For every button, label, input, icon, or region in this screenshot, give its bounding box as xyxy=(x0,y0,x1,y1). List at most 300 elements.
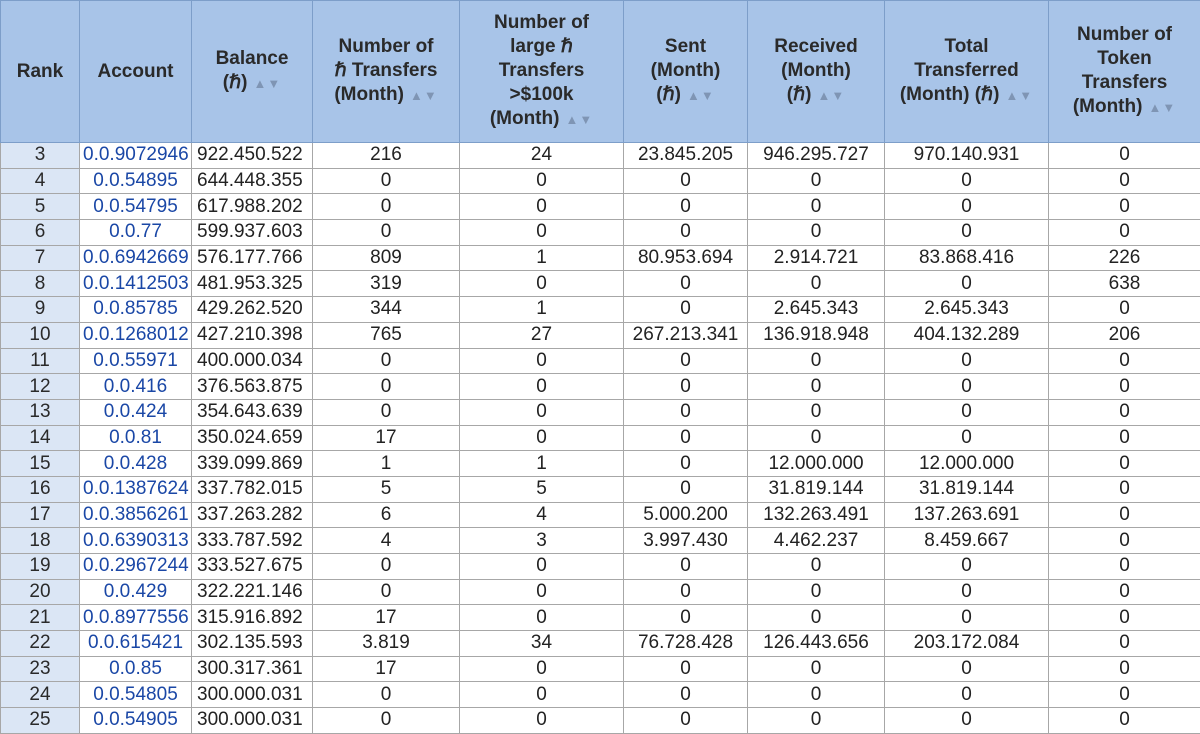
cell-hbar-transfers: 1 xyxy=(313,451,460,477)
cell-hbar-transfers: 0 xyxy=(313,554,460,580)
cell-total-transferred: 0 xyxy=(885,348,1049,374)
cell-large-transfers: 0 xyxy=(460,168,624,194)
column-header-label: (Month) xyxy=(628,59,743,83)
cell-sent: 0 xyxy=(624,374,748,400)
cell-account xyxy=(80,656,192,682)
table-body xyxy=(1,143,1200,734)
cell-total-transferred: 203.172.084 xyxy=(885,631,1049,657)
account-link[interactable]: 0.0.1268012 xyxy=(83,324,189,345)
column-header-rank xyxy=(1,1,80,143)
cell-large-transfers: 0 xyxy=(460,554,624,580)
cell-large-transfers: 3 xyxy=(460,528,624,554)
cell-large-transfers: 1 xyxy=(460,245,624,271)
cell-large-transfers: 34 xyxy=(460,631,624,657)
cell-rank: 19 xyxy=(1,554,80,580)
cell-account xyxy=(80,168,192,194)
account-link[interactable]: 0.0.81 xyxy=(109,427,162,448)
cell-token-transfers: 0 xyxy=(1049,143,1200,169)
cell-total-transferred: 137.263.691 xyxy=(885,502,1049,528)
cell-sent: 23.845.205 xyxy=(624,143,748,169)
cell-token-transfers: 0 xyxy=(1049,476,1200,502)
cell-received: 0 xyxy=(748,348,885,374)
cell-balance: 481.953.325 xyxy=(192,271,313,297)
column-header-label xyxy=(1053,95,1196,120)
table-row xyxy=(1,374,1200,400)
account-link[interactable]: 0.0.54895 xyxy=(93,170,178,191)
cell-total-transferred: 0 xyxy=(885,708,1049,734)
cell-hbar-transfers: 0 xyxy=(313,579,460,605)
table-row xyxy=(1,168,1200,194)
cell-sent: 0 xyxy=(624,554,748,580)
cell-balance: 300.317.361 xyxy=(192,656,313,682)
cell-received: 0 xyxy=(748,271,885,297)
table-row xyxy=(1,708,1200,734)
cell-balance: 300.000.031 xyxy=(192,682,313,708)
column-header-account xyxy=(80,1,192,143)
cell-received: 12.000.000 xyxy=(748,451,885,477)
cell-account xyxy=(80,143,192,169)
cell-account xyxy=(80,631,192,657)
column-header-label xyxy=(464,107,619,132)
cell-sent: 0 xyxy=(624,451,748,477)
column-header-label-text: (ℏ) xyxy=(656,84,681,105)
cell-total-transferred: 0 xyxy=(885,605,1049,631)
cell-balance: 337.263.282 xyxy=(192,502,313,528)
column-header-label: Transfers xyxy=(464,59,619,83)
account-link[interactable]: 0.0.77 xyxy=(109,221,162,242)
table-row xyxy=(1,682,1200,708)
column-header-label xyxy=(317,83,455,108)
cell-received: 0 xyxy=(748,579,885,605)
cell-sent: 0 xyxy=(624,708,748,734)
cell-rank: 4 xyxy=(1,168,80,194)
column-header-label: (Month) xyxy=(752,59,880,83)
cell-rank: 5 xyxy=(1,194,80,220)
cell-received: 132.263.491 xyxy=(748,502,885,528)
cell-balance: 599.937.603 xyxy=(192,220,313,246)
cell-balance: 922.450.522 xyxy=(192,143,313,169)
cell-balance: 337.782.015 xyxy=(192,476,313,502)
cell-rank: 8 xyxy=(1,271,80,297)
cell-balance: 617.988.202 xyxy=(192,194,313,220)
table-row xyxy=(1,220,1200,246)
column-header-label: Received xyxy=(752,35,880,59)
cell-account xyxy=(80,374,192,400)
cell-balance: 322.221.146 xyxy=(192,579,313,605)
cell-total-transferred: 0 xyxy=(885,399,1049,425)
cell-received: 31.819.144 xyxy=(748,476,885,502)
cell-account xyxy=(80,194,192,220)
cell-balance: 576.177.766 xyxy=(192,245,313,271)
table-row xyxy=(1,271,1200,297)
cell-account xyxy=(80,605,192,631)
column-header-label: >$100k xyxy=(464,83,619,107)
cell-received: 0 xyxy=(748,220,885,246)
column-header-label-text: (Month) (ℏ) xyxy=(900,84,1000,105)
column-header-label: Total xyxy=(889,35,1044,59)
account-link[interactable]: 0.0.9072946 xyxy=(83,144,189,165)
cell-total-transferred: 8.459.667 xyxy=(885,528,1049,554)
account-link[interactable]: 0.0.55971 xyxy=(93,350,178,371)
cell-rank: 10 xyxy=(1,322,80,348)
account-link[interactable]: 0.0.85785 xyxy=(93,298,178,319)
cell-sent: 80.953.694 xyxy=(624,245,748,271)
cell-hbar-transfers: 3.819 xyxy=(313,631,460,657)
cell-total-transferred: 0 xyxy=(885,579,1049,605)
column-header-label xyxy=(752,83,880,108)
cell-large-transfers: 0 xyxy=(460,194,624,220)
account-link[interactable]: 0.0.54795 xyxy=(93,196,178,217)
cell-total-transferred: 0 xyxy=(885,194,1049,220)
sort-arrows-icon[interactable]: ▲▼ xyxy=(817,84,845,108)
column-header-hbar-transfers[interactable] xyxy=(313,1,460,143)
column-header-label-text: (Month) xyxy=(1073,96,1143,117)
cell-token-transfers: 0 xyxy=(1049,528,1200,554)
cell-balance: 354.643.639 xyxy=(192,399,313,425)
cell-hbar-transfers: 0 xyxy=(313,348,460,374)
cell-sent: 267.213.341 xyxy=(624,322,748,348)
cell-sent: 0 xyxy=(624,220,748,246)
cell-total-transferred: 404.132.289 xyxy=(885,322,1049,348)
cell-balance: 429.262.520 xyxy=(192,297,313,323)
cell-received: 0 xyxy=(748,374,885,400)
cell-token-transfers: 0 xyxy=(1049,168,1200,194)
cell-sent: 0 xyxy=(624,605,748,631)
cell-rank: 11 xyxy=(1,348,80,374)
cell-token-transfers: 0 xyxy=(1049,451,1200,477)
cell-rank: 16 xyxy=(1,476,80,502)
cell-account xyxy=(80,245,192,271)
cell-sent: 0 xyxy=(624,168,748,194)
cell-token-transfers: 0 xyxy=(1049,425,1200,451)
cell-total-transferred: 0 xyxy=(885,220,1049,246)
cell-total-transferred: 0 xyxy=(885,425,1049,451)
cell-rank: 24 xyxy=(1,682,80,708)
cell-large-transfers: 0 xyxy=(460,682,624,708)
table-row xyxy=(1,656,1200,682)
cell-account xyxy=(80,399,192,425)
cell-total-transferred: 0 xyxy=(885,682,1049,708)
cell-rank: 20 xyxy=(1,579,80,605)
cell-sent: 0 xyxy=(624,399,748,425)
sort-arrows-icon[interactable]: ▲▼ xyxy=(1005,84,1033,108)
column-header-label: ℏ Transfers xyxy=(317,59,455,83)
cell-token-transfers: 0 xyxy=(1049,656,1200,682)
account-link[interactable]: 0.0.54905 xyxy=(93,709,178,730)
table-row xyxy=(1,554,1200,580)
account-link[interactable]: 0.0.2967244 xyxy=(83,555,189,576)
cell-large-transfers: 4 xyxy=(460,502,624,528)
sort-arrows-icon[interactable]: ▲▼ xyxy=(1148,96,1176,120)
table-row xyxy=(1,297,1200,323)
cell-token-transfers: 0 xyxy=(1049,297,1200,323)
cell-total-transferred: 0 xyxy=(885,554,1049,580)
cell-balance: 300.000.031 xyxy=(192,708,313,734)
cell-total-transferred: 0 xyxy=(885,374,1049,400)
cell-total-transferred: 83.868.416 xyxy=(885,245,1049,271)
sort-arrows-icon[interactable]: ▲▼ xyxy=(687,84,715,108)
cell-token-transfers: 0 xyxy=(1049,348,1200,374)
cell-large-transfers: 0 xyxy=(460,605,624,631)
account-link[interactable]: 0.0.8977556 xyxy=(83,607,189,628)
cell-account xyxy=(80,451,192,477)
cell-account xyxy=(80,322,192,348)
account-link[interactable]: 0.0.85 xyxy=(109,658,162,679)
sort-arrows-icon[interactable]: ▲▼ xyxy=(565,108,593,132)
table-row xyxy=(1,502,1200,528)
cell-token-transfers: 0 xyxy=(1049,708,1200,734)
cell-received: 136.918.948 xyxy=(748,322,885,348)
column-header-label-text: (Month) xyxy=(490,108,560,129)
cell-received: 0 xyxy=(748,554,885,580)
column-header-label-text: (ℏ) xyxy=(223,72,248,93)
cell-large-transfers: 0 xyxy=(460,220,624,246)
cell-account xyxy=(80,476,192,502)
account-link[interactable]: 0.0.429 xyxy=(104,581,167,602)
cell-rank: 6 xyxy=(1,220,80,246)
cell-hbar-transfers: 17 xyxy=(313,605,460,631)
cell-large-transfers: 0 xyxy=(460,425,624,451)
column-header-token-transfers[interactable] xyxy=(1049,1,1200,143)
cell-token-transfers: 0 xyxy=(1049,194,1200,220)
cell-large-transfers: 24 xyxy=(460,143,624,169)
cell-large-transfers: 0 xyxy=(460,399,624,425)
cell-sent: 0 xyxy=(624,271,748,297)
account-link[interactable]: 0.0.54805 xyxy=(93,684,178,705)
cell-balance: 315.916.892 xyxy=(192,605,313,631)
cell-balance: 333.787.592 xyxy=(192,528,313,554)
cell-balance: 339.099.869 xyxy=(192,451,313,477)
column-header-label: Number of xyxy=(317,35,455,59)
cell-hbar-transfers: 319 xyxy=(313,271,460,297)
cell-large-transfers: 0 xyxy=(460,271,624,297)
cell-token-transfers: 0 xyxy=(1049,220,1200,246)
cell-token-transfers: 0 xyxy=(1049,554,1200,580)
column-header-label: Account xyxy=(84,60,187,84)
cell-rank: 13 xyxy=(1,399,80,425)
account-link[interactable]: 0.0.424 xyxy=(104,401,167,422)
cell-large-transfers: 5 xyxy=(460,476,624,502)
cell-token-transfers: 0 xyxy=(1049,579,1200,605)
table-row xyxy=(1,631,1200,657)
table-row xyxy=(1,579,1200,605)
cell-total-transferred: 2.645.343 xyxy=(885,297,1049,323)
column-header-received[interactable] xyxy=(748,1,885,143)
cell-rank: 12 xyxy=(1,374,80,400)
table-row xyxy=(1,425,1200,451)
cell-received: 0 xyxy=(748,194,885,220)
cell-received: 946.295.727 xyxy=(748,143,885,169)
table-row xyxy=(1,245,1200,271)
cell-total-transferred: 0 xyxy=(885,168,1049,194)
cell-large-transfers: 1 xyxy=(460,297,624,323)
cell-account xyxy=(80,579,192,605)
table-row xyxy=(1,476,1200,502)
cell-large-transfers: 0 xyxy=(460,579,624,605)
column-header-large-transfers[interactable] xyxy=(460,1,624,143)
cell-hbar-transfers: 6 xyxy=(313,502,460,528)
cell-sent: 0 xyxy=(624,425,748,451)
table-row xyxy=(1,194,1200,220)
cell-token-transfers: 0 xyxy=(1049,631,1200,657)
cell-sent: 3.997.430 xyxy=(624,528,748,554)
cell-large-transfers: 0 xyxy=(460,374,624,400)
account-link[interactable]: 0.0.1412503 xyxy=(83,273,189,294)
column-header-label: Balance xyxy=(196,47,308,71)
cell-sent: 0 xyxy=(624,476,748,502)
table-row xyxy=(1,348,1200,374)
cell-token-transfers: 0 xyxy=(1049,374,1200,400)
cell-rank: 21 xyxy=(1,605,80,631)
cell-total-transferred: 0 xyxy=(885,271,1049,297)
column-header-label xyxy=(889,83,1044,108)
cell-sent: 0 xyxy=(624,656,748,682)
cell-sent: 0 xyxy=(624,297,748,323)
cell-account xyxy=(80,271,192,297)
cell-hbar-transfers: 0 xyxy=(313,682,460,708)
cell-rank: 18 xyxy=(1,528,80,554)
cell-hbar-transfers: 0 xyxy=(313,374,460,400)
cell-total-transferred: 0 xyxy=(885,656,1049,682)
cell-large-transfers: 1 xyxy=(460,451,624,477)
column-header-label: Sent xyxy=(628,35,743,59)
cell-token-transfers: 0 xyxy=(1049,605,1200,631)
cell-balance: 302.135.593 xyxy=(192,631,313,657)
column-header-label: Rank xyxy=(5,60,75,84)
cell-account xyxy=(80,425,192,451)
cell-received: 0 xyxy=(748,682,885,708)
cell-total-transferred: 31.819.144 xyxy=(885,476,1049,502)
cell-hbar-transfers: 765 xyxy=(313,322,460,348)
header-row xyxy=(1,1,1200,143)
table-row xyxy=(1,322,1200,348)
cell-account xyxy=(80,348,192,374)
cell-received: 2.645.343 xyxy=(748,297,885,323)
cell-balance: 427.210.398 xyxy=(192,322,313,348)
cell-received: 126.443.656 xyxy=(748,631,885,657)
table-row xyxy=(1,451,1200,477)
cell-account xyxy=(80,297,192,323)
cell-rank: 17 xyxy=(1,502,80,528)
cell-received: 0 xyxy=(748,168,885,194)
cell-sent: 5.000.200 xyxy=(624,502,748,528)
column-header-total-transferred[interactable] xyxy=(885,1,1049,143)
table-row xyxy=(1,528,1200,554)
column-header-balance[interactable] xyxy=(192,1,313,143)
cell-received: 0 xyxy=(748,605,885,631)
cell-hbar-transfers: 5 xyxy=(313,476,460,502)
column-header-label: Number of xyxy=(1053,23,1196,47)
column-header-label-text: (ℏ) xyxy=(787,84,812,105)
account-link[interactable]: 0.0.615421 xyxy=(88,632,183,653)
cell-hbar-transfers: 344 xyxy=(313,297,460,323)
cell-balance: 350.024.659 xyxy=(192,425,313,451)
column-header-label: Transfers xyxy=(1053,71,1196,95)
cell-total-transferred: 12.000.000 xyxy=(885,451,1049,477)
cell-large-transfers: 0 xyxy=(460,708,624,734)
column-header-label xyxy=(628,83,743,108)
cell-hbar-transfers: 809 xyxy=(313,245,460,271)
cell-balance: 376.563.875 xyxy=(192,374,313,400)
cell-rank: 14 xyxy=(1,425,80,451)
cell-received: 4.462.237 xyxy=(748,528,885,554)
cell-hbar-transfers: 17 xyxy=(313,425,460,451)
cell-token-transfers: 0 xyxy=(1049,399,1200,425)
sort-arrows-icon[interactable]: ▲▼ xyxy=(253,72,281,96)
cell-balance: 333.527.675 xyxy=(192,554,313,580)
cell-sent: 76.728.428 xyxy=(624,631,748,657)
table-row xyxy=(1,143,1200,169)
cell-sent: 0 xyxy=(624,194,748,220)
account-link[interactable]: 0.0.6390313 xyxy=(83,530,189,551)
cell-sent: 0 xyxy=(624,682,748,708)
account-link[interactable]: 0.0.416 xyxy=(104,376,167,397)
table-row xyxy=(1,605,1200,631)
cell-token-transfers: 0 xyxy=(1049,682,1200,708)
cell-token-transfers: 206 xyxy=(1049,322,1200,348)
cell-account xyxy=(80,220,192,246)
cell-received: 0 xyxy=(748,425,885,451)
cell-received: 0 xyxy=(748,708,885,734)
cell-hbar-transfers: 216 xyxy=(313,143,460,169)
column-header-sent[interactable] xyxy=(624,1,748,143)
account-link[interactable]: 0.0.1387624 xyxy=(83,478,189,499)
cell-rank: 25 xyxy=(1,708,80,734)
column-header-label: large ℏ xyxy=(464,35,619,59)
cell-token-transfers: 0 xyxy=(1049,502,1200,528)
cell-rank: 22 xyxy=(1,631,80,657)
column-header-label xyxy=(196,71,308,96)
cell-received: 2.914.721 xyxy=(748,245,885,271)
cell-received: 0 xyxy=(748,399,885,425)
cell-account xyxy=(80,682,192,708)
cell-received: 0 xyxy=(748,656,885,682)
cell-rank: 3 xyxy=(1,143,80,169)
cell-rank: 9 xyxy=(1,297,80,323)
cell-sent: 0 xyxy=(624,348,748,374)
cell-hbar-transfers: 0 xyxy=(313,220,460,246)
cell-account xyxy=(80,528,192,554)
cell-hbar-transfers: 0 xyxy=(313,194,460,220)
cell-rank: 15 xyxy=(1,451,80,477)
column-header-label: Number of xyxy=(464,11,619,35)
cell-rank: 7 xyxy=(1,245,80,271)
account-link[interactable]: 0.0.6942669 xyxy=(83,247,189,268)
cell-large-transfers: 27 xyxy=(460,322,624,348)
sort-arrows-icon[interactable]: ▲▼ xyxy=(410,84,438,108)
cell-account xyxy=(80,708,192,734)
cell-total-transferred: 970.140.931 xyxy=(885,143,1049,169)
cell-hbar-transfers: 0 xyxy=(313,168,460,194)
account-link[interactable]: 0.0.3856261 xyxy=(83,504,189,525)
table-row xyxy=(1,399,1200,425)
cell-hbar-transfers: 0 xyxy=(313,399,460,425)
cell-balance: 644.448.355 xyxy=(192,168,313,194)
cell-rank: 23 xyxy=(1,656,80,682)
cell-hbar-transfers: 4 xyxy=(313,528,460,554)
cell-hbar-transfers: 17 xyxy=(313,656,460,682)
account-link[interactable]: 0.0.428 xyxy=(104,453,167,474)
column-header-label: Token xyxy=(1053,47,1196,71)
cell-large-transfers: 0 xyxy=(460,348,624,374)
cell-sent: 0 xyxy=(624,579,748,605)
column-header-label-text: (Month) xyxy=(334,84,404,105)
cell-token-transfers: 226 xyxy=(1049,245,1200,271)
cell-account xyxy=(80,502,192,528)
cell-balance: 400.000.034 xyxy=(192,348,313,374)
cell-hbar-transfers: 0 xyxy=(313,708,460,734)
table-header xyxy=(1,1,1200,143)
